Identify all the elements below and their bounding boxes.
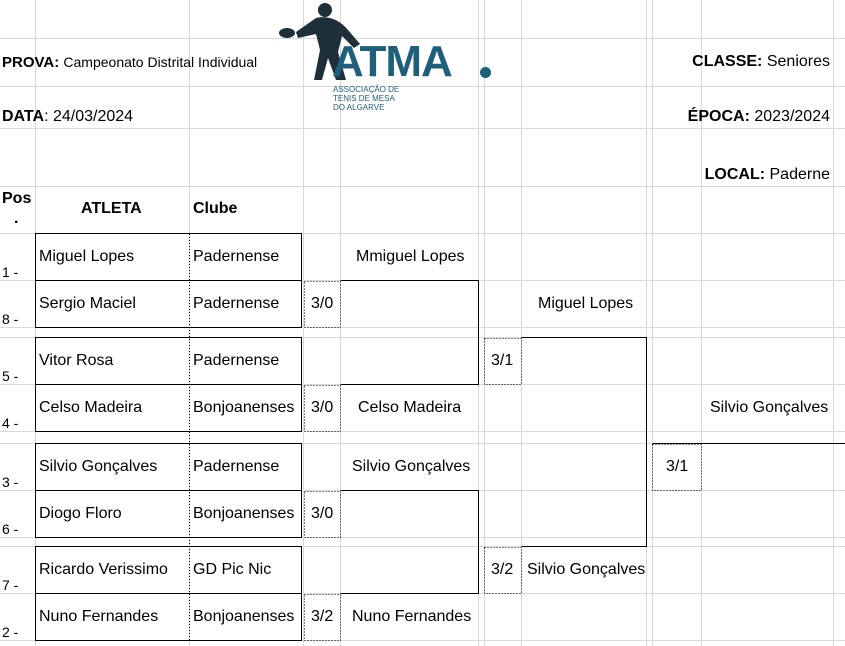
pos-header-dot: . [14, 210, 19, 227]
final-score: 3/1 [666, 458, 689, 475]
classe-row [692, 53, 830, 71]
athlete-name: Celso Madeira [39, 399, 143, 416]
athlete-club: Padernense [193, 352, 280, 369]
logo-subtitle-1: ASSOCIAÇÃO DE [333, 85, 400, 94]
pos-6: 6 - [2, 521, 19, 537]
club-header: Clube [193, 200, 238, 217]
athlete-name: Miguel Lopes [39, 248, 135, 265]
round1-winner: Celso Madeira [358, 399, 462, 416]
athlete-club: Bonjoanenses [193, 505, 295, 522]
pos-4: 4 - [2, 415, 19, 431]
pos-7: 7 - [2, 577, 19, 593]
epoca-row [688, 108, 830, 126]
pos-header: Pos [2, 190, 32, 207]
athlete-name: Diogo Floro [39, 505, 122, 522]
athlete-name: Vitor Rosa [39, 352, 114, 369]
pos-3: 3 - [2, 474, 19, 490]
round1-winner: Mmiguel Lopes [356, 248, 465, 265]
logo-subtitle-2: TENIS DE MESA [333, 94, 395, 103]
pos-2: 2 - [2, 624, 19, 640]
prova-value: Campeonato Distrital Individual [63, 54, 258, 70]
round2-score: 3/2 [491, 561, 514, 578]
athlete-name: Sergio Maciel [39, 295, 136, 312]
round1-score: 3/2 [311, 608, 334, 625]
logo-dot [480, 67, 491, 78]
pos-1: 1 - [2, 264, 19, 280]
athlete-club: GD Pic Nic [193, 561, 272, 578]
data-row [2, 108, 133, 126]
data-value: : 24/03/2024 [44, 108, 134, 125]
athlete-name: Ricardo Verissimo [39, 561, 168, 578]
round2-winner: Silvio Gonçalves [527, 561, 646, 578]
round1-winner: Nuno Fernandes [352, 608, 472, 625]
logo-subtitle-3: DO ALGARVE [333, 103, 385, 112]
prova-row [2, 53, 257, 72]
round2-score: 3/1 [491, 352, 514, 369]
local-label: LOCAL: [704, 166, 766, 183]
data-label: DATA [2, 108, 45, 125]
round1-winner: Silvio Gonçalves [352, 458, 471, 475]
athlete-club: Bonjoanenses [193, 608, 295, 625]
pos-8: 8 - [2, 311, 19, 327]
athlete-name: Silvio Gonçalves [39, 458, 158, 475]
athlete-club: Padernense [193, 248, 280, 265]
classe-value: Seniores [766, 53, 830, 70]
prova-label: PROVA: [2, 54, 60, 71]
local-value: Paderne [769, 166, 830, 183]
logo-letters: ATMA [332, 37, 452, 86]
epoca-value: 2023/2024 [754, 108, 830, 125]
athlete-name: Nuno Fernandes [39, 608, 159, 625]
round2-winner: Miguel Lopes [538, 295, 634, 312]
final-winner: Silvio Gonçalves [710, 399, 829, 416]
pos-5: 5 - [2, 368, 19, 384]
athlete-club: Padernense [193, 458, 280, 475]
atma-logo [276, 0, 496, 120]
round1-score: 3/0 [311, 505, 334, 522]
athlete-club: Bonjoanenses [193, 399, 295, 416]
classe-label: CLASSE: [692, 53, 763, 70]
local-row [705, 166, 830, 184]
epoca-label: ÉPOCA: [687, 108, 750, 125]
round1-score: 3/0 [311, 399, 334, 416]
round1-score: 3/0 [311, 295, 334, 312]
athlete-header: ATLETA [81, 200, 142, 217]
athlete-club: Padernense [193, 295, 280, 312]
